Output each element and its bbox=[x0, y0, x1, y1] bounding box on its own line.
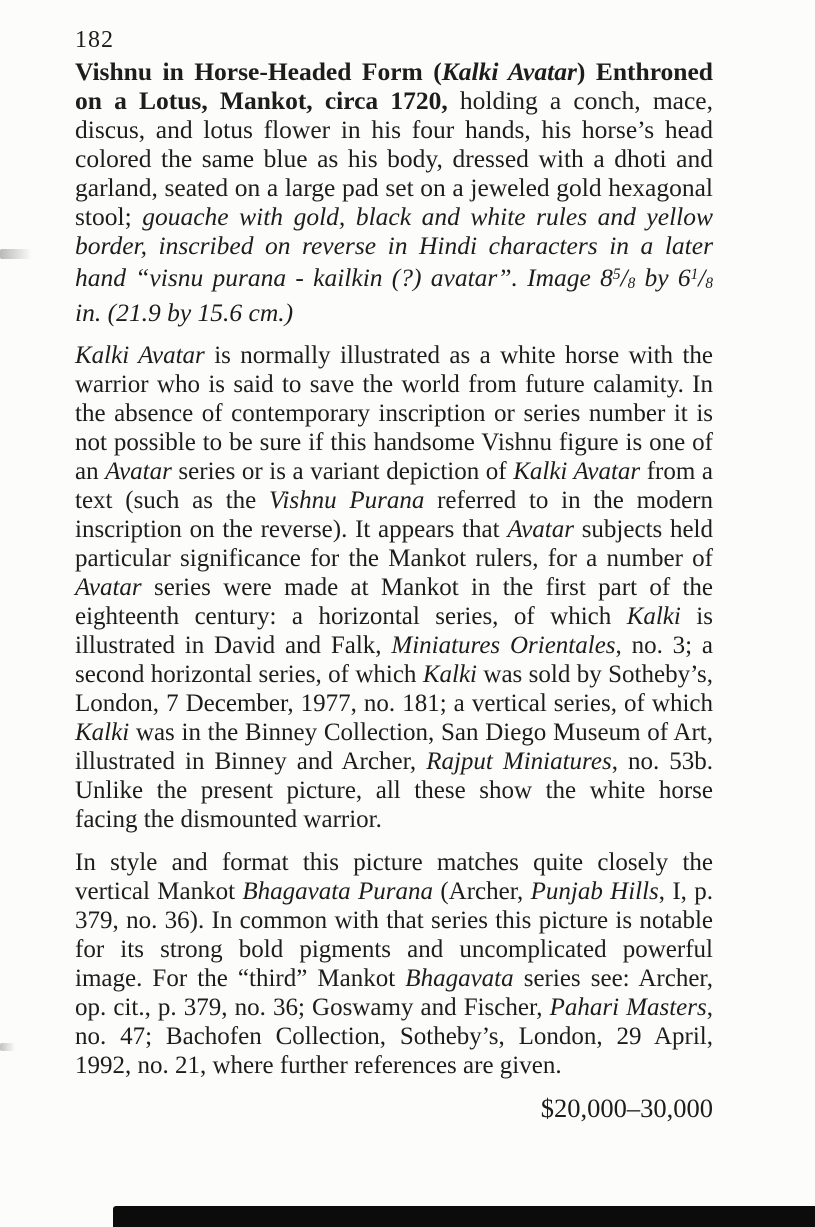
page-number: 182 bbox=[75, 27, 114, 53]
scan-edge-mark-lower bbox=[0, 1043, 15, 1051]
lot-description-paragraph-1: Kalki Avatar is normally illustrated as a white horse with the warrior who is said to save the world from future calamity. In the absence of contemporary inscription or series number it is not possible to be sure if this handsome Vishnu figure is one of an Avatar series or is a variant depiction of Kalki Avatar from a text (such as the Vishnu Purana referred to in the modern inscription on the reverse). It appears that Avatar subjects held particular significance for the Mankot rulers, for a number of Avatar series were made at Mankot in the first part of the eighteenth century: a horizontal series, of which Kalki is illustrated in David and Falk, Miniatures Orientales, no. 3; a second horizontal series, of which Kalki was sold by Sotheby’s, London, 7 December, 1977, no. 181; a vertical series, of which Kalki was in the Binney Collection, San Diego Museum of Art, illustrated in Binney and Archer, Rajput Miniatures, no. 53b. Unlike the present picture, all these show the white horse facing the dismounted warrior. bbox=[75, 342, 714, 834]
scan-edge-mark-upper bbox=[0, 249, 32, 259]
lot-heading: Vishnu in Horse-Headed Form (Kalki Avatar) Enthroned on a Lotus, Mankot, circa 1720, holding a conch, mace, discus, and lotus flower in his four hands, his horse’s head colored the same blue as his body, dressed with a dhoti and garland, seated on a large pad set on a jeweled gold hexagonal stool; gouache with gold, black and white rules and yellow border, inscribed on reverse in Hindi characters in a later hand “visnu purana - kailkin (?) avatar”. Image $8^5/8$ by $6^1/8$ in. (21.9 by 15.6 cm.) bbox=[75, 57, 713, 328]
lot-description-paragraph-2: In style and format this picture matches quite closely the vertical Mankot Bhagavata Purana (Archer, Punjab Hills, I, p. 379, no. 36). In common with that series this picture is notable for its strong bold pigments and uncomplicated powerful image. For the “third” Mankot Bhagavata series see: Archer, op. cit., p. 379, no. 36; Goswamy and Fischer, Pahari Masters, no. 47; Bachofen Collection, Sotheby’s, London, 29 April, 1992, no. 21, where further references are given. bbox=[75, 849, 713, 1080]
lot-estimate: $20,000–30,000 bbox=[540, 1093, 713, 1124]
next-photo-edge bbox=[113, 1206, 815, 1227]
catalog-page bbox=[75, 26, 713, 1123]
